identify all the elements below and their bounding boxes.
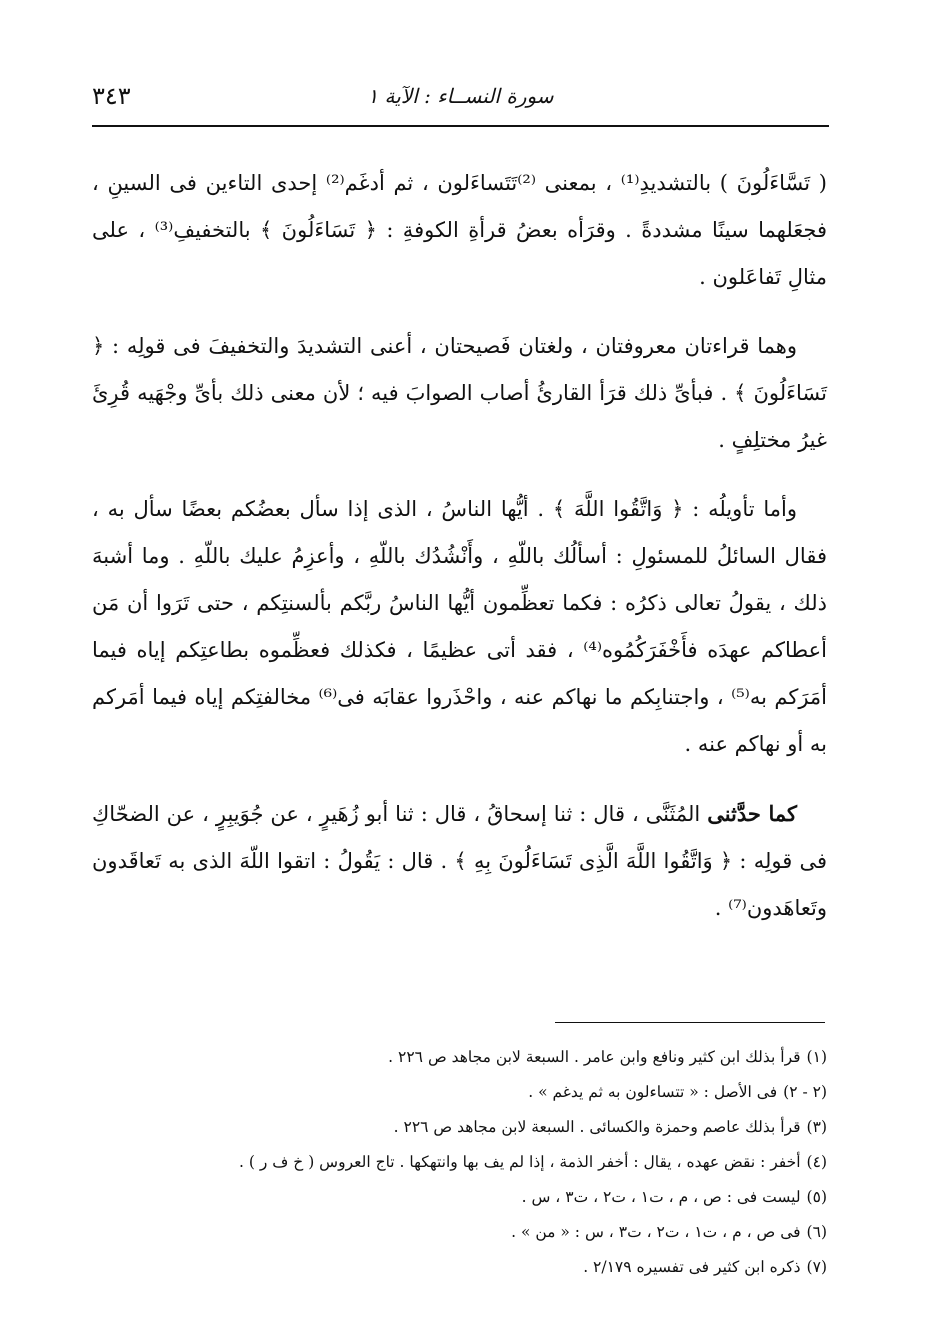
paragraph-4	[92, 790, 827, 932]
paragraph-3: وأما تأويلُه : ﴿ وَاتَّقُوا اللَّهَ ﴾ . أيُّها الناسُ ، الذى إذا سأل بعضُكم بعضًا سأل به ، فقال السائلُ للمسئولِ : أسألُك باللّهِ ، وأَنْشُدُك باللّهِ ، وأعزِمُ عليك باللّهِ . وما أشبهَ ذلك ، يقولُ تعالى ذكرُه : فكما تعظِّمون أيُّها الناسُ ربَّكم بألسنتِكم ، حتى تَرَوا أن مَن أعطاكم عهدَه فأَخْفَرَكُمُوه⁽⁴⁾ ، فقد أتى عظيمًا ، فكذلك فعظِّموه بطاعتِكم إياه فيما أمَرَكم به⁽⁵⁾ ، واجتنابِكم ما نهاكم عنه ، واحْذَروا عقابَه فى⁽⁶⁾ مخالفتِكم إياه فيما أمَركم به أو نهاكم عنه .	[92, 497, 828, 756]
page-number: ٣٤٣	[92, 82, 131, 110]
footnote-number: (٥)	[806, 1188, 827, 1206]
footnote-number: (٤)	[806, 1153, 827, 1171]
footnote-number: (١)	[806, 1048, 827, 1066]
footnote	[92, 1075, 827, 1110]
footnote	[92, 1110, 827, 1145]
footnote	[92, 1250, 827, 1285]
footnote-number: (٦)	[806, 1223, 827, 1241]
footnote	[92, 1145, 827, 1180]
footnote-text: قرأ بذلك عاصم وحمزة والكسائى . السبعة لابن مجاهد ص ٢٢٦ .	[393, 1118, 801, 1136]
footnote-text: فى الأصل : « تتساءلون به ثم يدغم » .	[528, 1083, 778, 1101]
paragraph-1: ( تَسَّاءَلُونَ ) بالتشديدِ⁽¹⁾ ، بمعنى ⁽²⁾تَتَساءَلون ، ثم أدغَم⁽²⁾ إحدى التاءين فى السينِ ، فجعَلهما سينًا مشددةً . وقرَأه بعضُ قرأةِ الكوفةِ : ﴿ تَسَاءَلُونَ ﴾ بالتخفيفِ⁽³⁾ ، على مثالِ تَفاعَلون .	[92, 171, 827, 289]
footnote-text: أخفر : نقض عهده ، يقال : أخفر الذمة ، إذا لم يف بها وانتهكها . تاج العروس ( خ ف ر ) .	[239, 1153, 801, 1171]
footnote-text: قرأ بذلك ابن كثير ونافع وابن عامر . السبعة لابن مجاهد ص ٢٢٦ .	[388, 1048, 801, 1066]
surah-title: سورة النســاء : الآية ١	[367, 84, 554, 108]
footnote-text: ليست فى : ص ، م ، ت١ ، ت٢ ، ت٣ ، س .	[521, 1188, 801, 1206]
narration-chain-start: كما حدَّثنى	[707, 801, 798, 826]
running-header	[92, 80, 829, 120]
footnote-number: (٧)	[806, 1258, 827, 1276]
paragraph-2: وهما قراءتان معروفتان ، ولغتان فَصيحتان ، أعنى التشديدَ والتخفيفَ فى قولِه : ﴿ تَسَاءَلُونَ ﴾ . فبأىِّ ذلك قرَأ القارئُ أصاب الصوابَ فيه ؛ لأن معنى ذلك بأىِّ وجْهَيه قُرِئَ غيرُ مختلِفٍ .	[92, 334, 827, 452]
footnote-separator	[555, 1022, 825, 1023]
footnote	[92, 1040, 827, 1075]
footnotes	[92, 1040, 827, 1285]
footnote-text: فى ص ، م ، ت١ ، ت٢ ، ت٣ ، س : « من » .	[511, 1223, 801, 1241]
paragraph-4-text: المُثَنَّى ، قال : ثنا إسحاقُ ، قال : ثنا أبو زُهَيرٍ ، عن جُوَيبِرٍ ، عن الضحّاكِ فى قولِه : ﴿ وَاتَّقُوا اللَّهَ الَّذِى تَسَاءَلُونَ بِهِ ﴾ . قال : يَقُولُ : اتقوا اللّهَ الذى به تَعاقَدون وتَعاهَدون⁽⁷⁾ .	[92, 802, 827, 920]
footnote-number: (٢ - ٢)	[783, 1083, 827, 1101]
header-rule	[92, 125, 829, 127]
footnote	[92, 1215, 827, 1250]
footnote-number: (٣)	[806, 1118, 827, 1136]
footnote-text: ذكره ابن كثير فى تفسيره ٢/١٧٩ .	[583, 1258, 801, 1276]
footnote	[92, 1180, 827, 1215]
main-text	[92, 160, 827, 954]
